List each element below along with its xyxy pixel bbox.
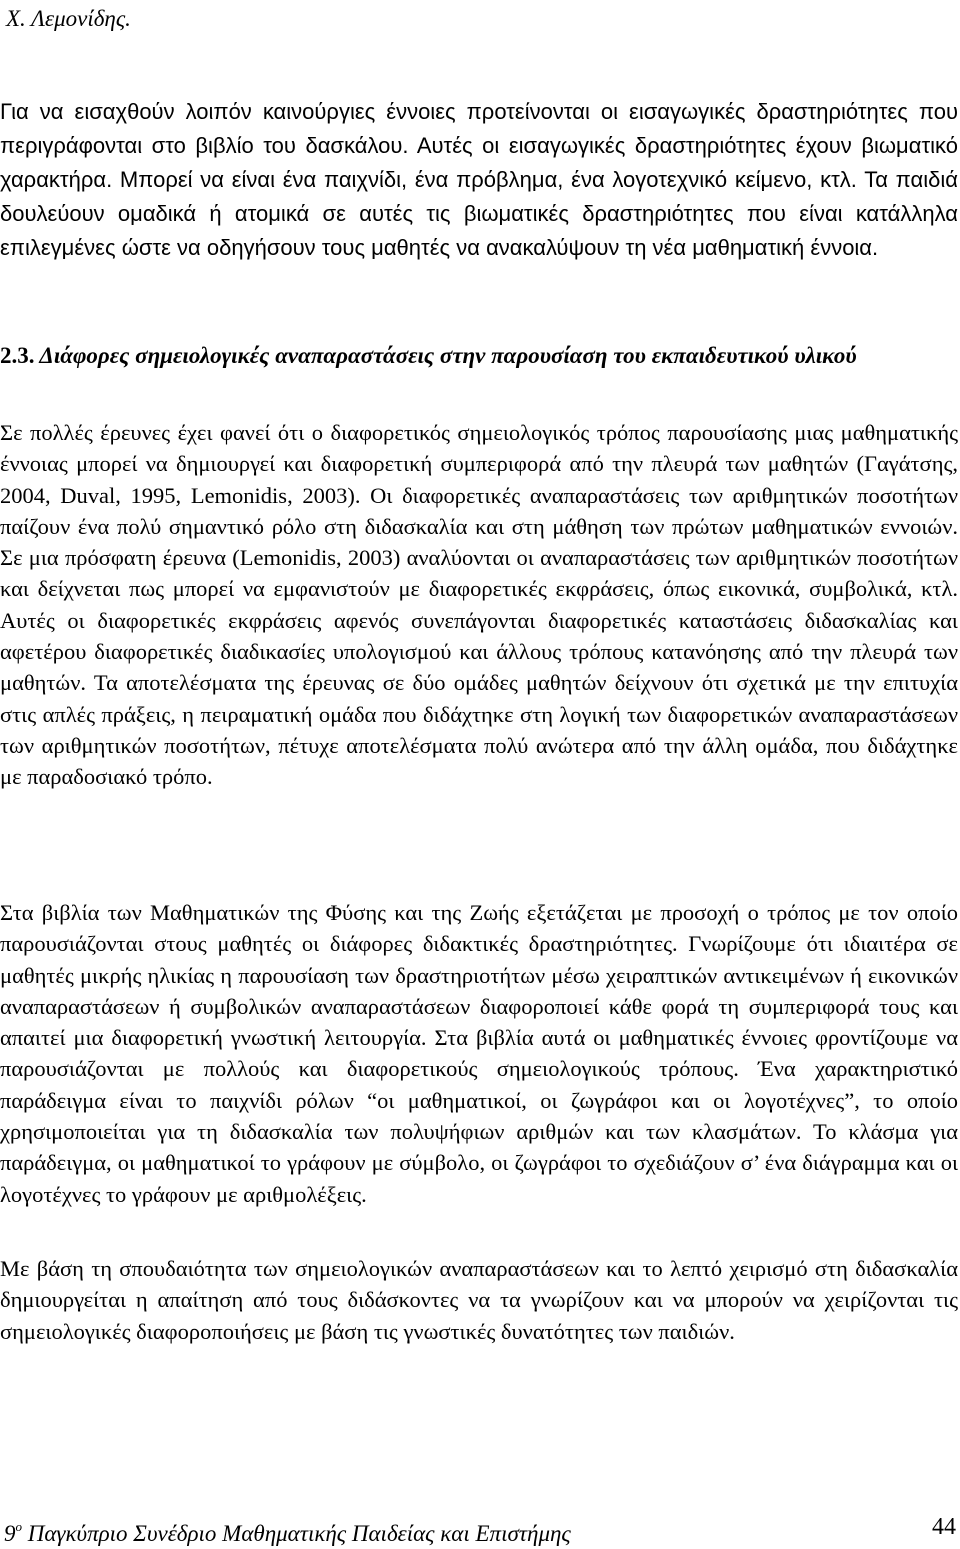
page-number: 44	[932, 1514, 956, 1540]
body-paragraph-3: Με βάση τη σπουδαιότητα των σημειολογικών αναπαραστάσεων και το λεπτό χειρισμό στη διδασκαλία δημιουργείται η απαίτηση από τους διδάσκοντες να τα γνωρίζουν και να μπορούν να χειρίζονται τις σημειολογικές διαφοροποιήσεις με βάση τις γνωστικές δυνατότητες των παιδιών.	[0, 1256, 958, 1344]
section-number: 2.3.	[0, 343, 35, 368]
body-paragraph-2: Στα βιβλία των Μαθηματικών της Φύσης και της Ζωής εξετάζεται με προσοχή ο τρόπος με τον οποίο παρουσιάζονται στους μαθητές οι διάφορες διδακτικές δραστηριότητες. Γνωρίζουμε ότι ιδιαιτέρα σε μαθητές μικρής ηλικίας η παρουσίαση των δραστηριοτήτων μέσω χειραπτικών αντικειμένων ή εικονικών αναπαραστάσεων ή συμβολικών αναπαραστάσεων διαφοροποιεί κάθε φορά τη συμπεριφορά τους και απαιτεί μια διαφορετική γνωστική λειτουργία. Στα βιβλία αυτά οι μαθηματικές έννοιες φροντίζουμε να παρουσιάζονται με πολλούς και διαφορετικούς σημειολογικούς τρόπους. Ένα χαρακτηριστικό παράδειγμα είναι το παιχνίδι ρόλων “οι μαθηματικοί, οι ζωγράφοι και οι λογοτέχνες”, το οποίο χρησιμοποιείται για τη διδασκαλία των πολυψήφιων αριθμών και των κλασμάτων. Το κλάσμα για παράδειγμα, οι μαθηματικοί το γράφουν με σύμβολο, οι ζωγράφοι το σχεδιάζουν σ’ ένα διάγραμμα και οι λογοτέχνες το γράφουν με αριθμολέξεις.	[0, 900, 958, 1207]
running-header	[6, 4, 131, 34]
header-author: Χ. Λεμονίδης.	[6, 6, 131, 31]
footer-edition-number: 9	[4, 1521, 16, 1546]
section-heading	[0, 340, 958, 372]
footer-conference: Παγκύπριο Συνέδριο Μαθηματικής Παιδείας και Επιστήμης	[27, 1521, 571, 1546]
footer-edition-suffix: ο	[15, 1519, 22, 1534]
intro-paragraph: Για να εισαχθούν λοιπόν καινούργιες έννοιες προτείνονται οι εισαγωγικές δραστηριότητες που περιγράφονται στο βιβλίο του δασκάλου. Αυτές οι εισαγωγικές δραστηριότητες έχουν βιωματικό χαρακτήρα. Μπορεί να είναι ένα παιχνίδι, ένα πρόβλημα, ένα λογοτεχνικό κείμενο, κτλ. Τα παιδιά δουλεύουν ομαδικά ή ατομικά σε αυτές τις βιωματικές δραστηριότητες που είναι κατάλληλα επιλεγμένες ώστε να οδηγήσουν τους μαθητές να ανακαλύψουν τη νέα μαθηματική έννοια.	[0, 99, 958, 260]
body-paragraph-1: Σε πολλές έρευνες έχει φανεί ότι ο διαφορετικός σημειολογικός τρόπος παρουσίασης μιας μαθηματικής έννοιας μπορεί να δημιουργεί και διαφορετική συμπεριφορά από την πλευρά των μαθητών (Γαγάτσης, 2004, Duval, 1995, Lemonidis, 2003). Οι διαφορετικές αναπαραστάσεις των αριθμητικών ποσοτήτων παίζουν ένα πολύ σημαντικό ρόλο στη διδασκαλία και στη μάθηση των πρώτων μαθηματικών εννοιών. Σε μια πρόσφατη έρευνα (Lemonidis, 2003) αναλύονται οι αναπαραστάσεις των αριθμητικών ποσοτήτων και δείχνεται πως μπορεί να εμφανιστούν με διαφορετικές εκφράσεις, όπως εικονικά, συμβολικά, κτλ. Αυτές οι διαφορετικές εκφράσεις αφενός συνεπάγονται διαφορετικές καταστάσεις διδασκαλίας και αφετέρου διαφορετικές διαδικασίες υπολογισμού και άλλους τρόπους κατανόησης από την πλευρά των μαθητών. Τα αποτελέσματα της έρευνας σε δύο ομάδες μαθητών δείχνουν ότι σχετικά με την επιτυχία στις απλές πράξεις, η πειραματική ομάδα που διδάχτηκε στη λογική των διαφορετικών αναπαραστάσεων των αριθμητικών ποσοτήτων, πέτυχε αποτελέσματα πολύ ανώτερα από την άλλη ομάδα, που διδάχτηκε με παραδοσιακό τρόπο.	[0, 420, 958, 790]
section-title: Διάφορες σημειολογικές αναπαραστάσεις στην παρουσίαση του εκπαιδευτικού υλικού	[39, 343, 857, 368]
page-footer	[4, 1512, 958, 1549]
